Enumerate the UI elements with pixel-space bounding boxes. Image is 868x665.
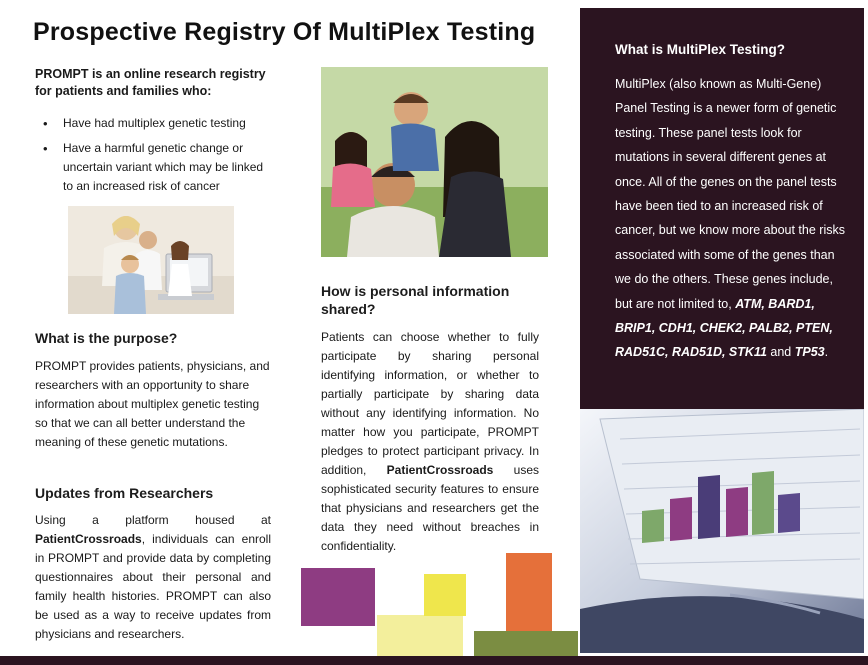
olive-square <box>474 631 578 657</box>
intro-text: PROMPT is an online research registry for patients and families who: <box>35 67 266 98</box>
updates-text-post: , individuals can enroll in PROMPT and provide data by completing questionnaires about their personal and family health histories. PROMPT can also be used as a way to receive updates from physicians and researchers. <box>35 532 271 641</box>
shared-text-post: uses sophisticated security features to ensure that physicians and researchers get the data they need without breaches in confidentiality. <box>321 463 539 553</box>
updates-text-pre: Using a platform housed at <box>35 513 271 527</box>
yellow-square <box>424 574 466 616</box>
gene-list-and: and <box>766 345 795 360</box>
intro-section <box>35 66 273 202</box>
purpose-heading: What is the purpose? <box>35 330 178 346</box>
gene-tp53: TP53 <box>794 345 825 360</box>
purple-square <box>301 568 375 626</box>
eligibility-item: • Have had multiplex genetic testing <box>35 114 273 133</box>
bottom-rule <box>0 656 868 665</box>
patientcrossroads-name: PatientCrossroads <box>386 463 494 477</box>
pale-yellow-square <box>377 615 463 657</box>
purpose-text: PROMPT provides patients, physicians, and researchers with an opportunity to share information about multiplex genetic testing so that we can all better understand the meaning of these genetic mutations. <box>35 359 270 449</box>
eligibility-list <box>35 114 273 196</box>
monitor-bar-chart-photo <box>580 409 864 653</box>
multiplex-text-end: . <box>824 345 829 360</box>
patientcrossroads-name: PatientCrossroads <box>35 532 142 546</box>
multiplex-heading: What is MultiPlex Testing? <box>615 42 786 57</box>
eligibility-item: • Have a harmful genetic change or uncertain variant which may be linked to an increased risk of cancer <box>35 139 273 196</box>
orange-square <box>506 553 552 632</box>
shared-text-pre: Patients can choose whether to fully participate by sharing personal identifying information, or whether to partially participate by sharing data without any identifying information. No matter how you participate, PROMPT pledges to protect participant privacy. In addition, <box>321 330 539 477</box>
multiplex-text-body: MultiPlex (also known as Multi-Gene) Panel Testing is a newer form of genetic testing. These panel tests look for mutations in several different genes at once. All of the genes on the panel tests have been tied to an increased risk of cancer, but we know more about the risks associated with some of the genes than we do the others. These genes include, but are not limited to, <box>615 77 845 311</box>
gene-list: ATM, BARD1, BRIP1, CDH1, CHEK2, PALB2, PTEN, RAD51C, RAD51D, STK11 <box>615 296 833 360</box>
happy-family-photo <box>321 67 548 257</box>
updates-text <box>35 511 271 644</box>
shared-heading: How is personal information shared? <box>321 283 510 317</box>
updates-heading: Updates from Researchers <box>35 485 214 501</box>
shared-text <box>321 328 539 556</box>
family-at-computer-photo <box>68 206 234 314</box>
multiplex-text <box>615 72 851 365</box>
brochure-title: Prospective Registry Of MultiPlex Testing <box>33 18 536 46</box>
